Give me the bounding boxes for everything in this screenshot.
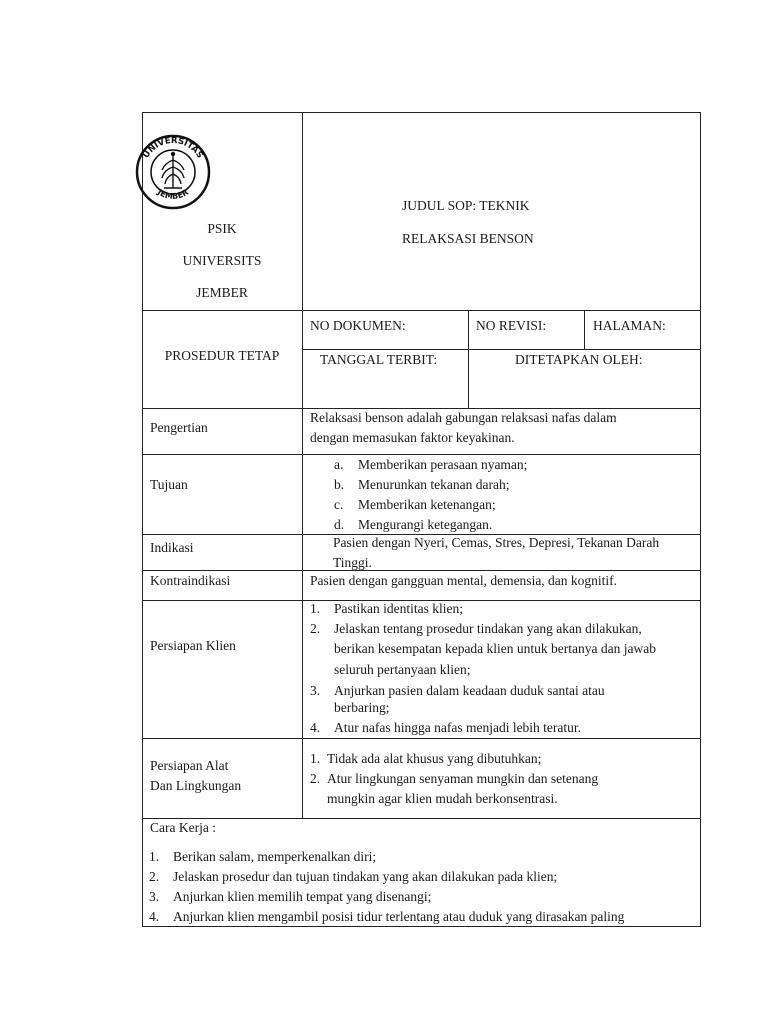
list-item — [310, 749, 541, 769]
list-item-text: Mengurangi ketegangan. — [358, 517, 493, 532]
list-item-text: Memberikan perasaan nyaman; — [358, 457, 528, 472]
university-logo — [134, 130, 212, 210]
tanggal-terbit-label: TANGGAL TERBIT: — [320, 352, 438, 367]
list-item — [149, 907, 624, 927]
org-line-2: UNIVERSITS — [182, 253, 262, 268]
list-item-continuation — [310, 639, 656, 659]
table-border-right — [700, 112, 701, 927]
list-marker: 3. — [310, 683, 321, 698]
list-item-text: Memberikan ketenangan; — [358, 497, 496, 512]
table-border-top — [142, 112, 701, 113]
list-marker: 2. — [310, 621, 321, 636]
list-marker: 3. — [149, 889, 160, 904]
list-item-text: Anjurkan klien memilih tempat yang disenangi; — [173, 889, 432, 904]
org-line-1: PSIK — [207, 221, 237, 236]
list-item-text: Atur nafas hingga nafas menjadi lebih teratur. — [334, 720, 582, 735]
list-marker: c. — [334, 497, 344, 512]
halaman-label: HALAMAN: — [593, 318, 666, 333]
list-item — [310, 718, 581, 738]
list-item-text: Atur lingkungan senyaman mungkin dan setenang — [327, 771, 599, 786]
indikasi-label: Indikasi — [150, 540, 194, 555]
no-dokumen-label: NO DOKUMEN: — [310, 318, 406, 333]
logo-ring-text-top: UNIVERSITAS — [141, 135, 205, 161]
sop-title-line-2: RELAKSASI BENSON — [402, 231, 534, 246]
persiapan-alat-label-line-2: Dan Lingkungan — [150, 778, 242, 793]
list-item-continuation — [310, 789, 558, 809]
list-item-text: Jelaskan tentang prosedur tindakan yang akan dilakukan, — [334, 621, 642, 636]
list-item-text: Pastikan identitas klien; — [334, 601, 463, 616]
list-item — [334, 455, 527, 475]
org-line-3: JEMBER — [196, 285, 248, 300]
meta-divider-1 — [468, 310, 469, 408]
list-item — [334, 515, 492, 535]
cara-kerja-label: Cara Kerja : — [150, 820, 216, 835]
list-item — [149, 887, 431, 907]
list-item-text: Anjurkan pasien dalam keadaan duduk santai atau — [334, 683, 605, 698]
pengertian-text-line-2: dengan memasukan faktor keyakinan. — [310, 430, 515, 445]
list-item-text: berbaring; — [334, 700, 390, 715]
list-marker: a. — [334, 457, 344, 472]
list-item-continuation — [310, 660, 470, 680]
list-item — [334, 475, 509, 495]
row-divider-header — [142, 310, 701, 311]
kontraindikasi-text: Pasien dengan gangguan mental, demensia, dan kognitif. — [310, 573, 618, 588]
kontraindikasi-label: Kontraindikasi — [150, 573, 231, 588]
list-marker: b. — [334, 477, 345, 492]
sop-title-line-1: JUDUL SOP: TEKNIK — [402, 198, 530, 213]
list-item-text: Tidak ada alat khusus yang dibutuhkan; — [327, 751, 542, 766]
list-item-text: Berikan salam, memperkenalkan diri; — [173, 849, 377, 864]
ditetapkan-oleh-label: DITETAPKAN OLEH: — [515, 352, 643, 367]
list-item-text: Jelaskan prosedur dan tujuan tindakan yang akan dilakukan pada klien; — [173, 869, 558, 884]
list-item-text: mungkin agar klien mudah berkonsentrasi. — [327, 791, 558, 806]
list-marker: 4. — [310, 720, 321, 735]
list-marker: d. — [334, 517, 345, 532]
no-revisi-label: NO REVISI: — [476, 318, 547, 333]
list-item — [149, 867, 557, 887]
svg-text:JEMBER — [155, 187, 190, 201]
persiapan-alat-label-line-1: Persiapan Alat — [150, 758, 229, 773]
list-marker: 2. — [310, 771, 321, 786]
meta-divider-2 — [584, 310, 585, 349]
tujuan-label: Tujuan — [150, 477, 188, 492]
list-item-continuation — [310, 698, 389, 718]
persiapan-klien-label: Persiapan Klien — [150, 638, 236, 653]
list-item — [310, 619, 642, 639]
row-divider-persiapan-alat — [142, 818, 701, 819]
row-divider-persiapan-klien — [142, 738, 701, 739]
indikasi-text-line-1: Pasien dengan Nyeri, Cemas, Stres, Depresi, Tekanan Darah — [333, 535, 660, 550]
logo-ring-text-bottom: JEMBER — [155, 187, 191, 202]
prosedur-tetap-label: PROSEDUR TETAP — [164, 348, 280, 363]
list-marker: 4. — [149, 909, 160, 924]
list-item-text: berikan kesempatan kepada klien untuk bertanya dan jawab — [334, 641, 656, 656]
list-item — [310, 769, 598, 789]
list-item — [149, 847, 376, 867]
indikasi-text-line-2: Tinggi. — [333, 555, 372, 570]
pengertian-label: Pengertian — [150, 420, 208, 435]
list-item-text: seluruh pertanyaan klien; — [334, 662, 471, 677]
list-item — [334, 495, 496, 515]
list-item-text: Menurunkan tekanan darah; — [358, 477, 510, 492]
list-marker: 1. — [310, 751, 321, 766]
list-item-text: Anjurkan klien mengambil posisi tidur terlentang atau duduk yang dirasakan paling — [173, 909, 625, 924]
list-marker: 1. — [149, 849, 160, 864]
list-marker: 2. — [149, 869, 160, 884]
list-item — [310, 599, 463, 619]
list-marker: 1. — [310, 601, 321, 616]
column-divider — [302, 112, 303, 818]
pengertian-text-line-1: Relaksasi benson adalah gabungan relaksasi nafas dalam — [310, 410, 617, 425]
